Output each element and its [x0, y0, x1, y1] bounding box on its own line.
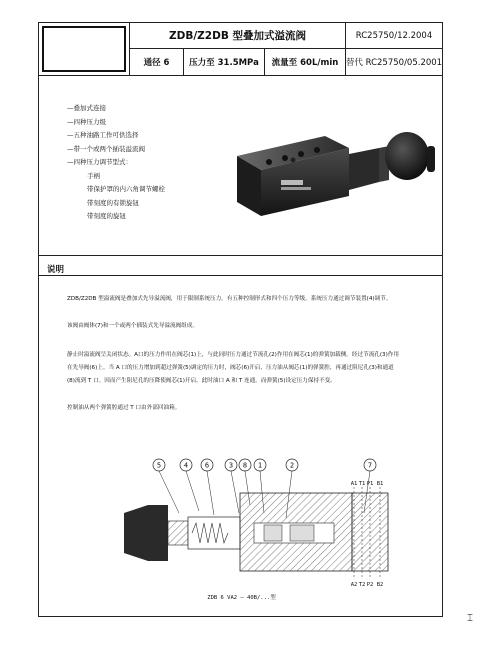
description-line: (8)流到 T 口。因而产生阻尼孔的压降使阀芯(1)开启。此时油口 A 和 T 连通。而弹簧(5)设定压力保持不变。 — [67, 378, 336, 384]
header-row-1 — [130, 23, 442, 49]
sectional-drawing — [64, 443, 404, 588]
description-paragraph: 控制油从两个弹簧腔通过 T 口由外部回油箱。 — [67, 405, 181, 411]
port-label: A2 — [350, 582, 358, 588]
feature-subitem: 带保护罩的内六角调节螺栓 — [87, 185, 165, 193]
description-line: 在先导阀(6)上。当 A 口的压力增加到超过弹簧(5)调定的压力时，阀芯(6)开启，压力油从阀芯(1)的弹簧腔，再通过阻尼孔(3)和通道 — [67, 365, 394, 371]
feature-list — [67, 102, 165, 224]
product-photo — [229, 108, 444, 228]
feature-subitem: 手柄 — [87, 171, 100, 180]
feature-subitem: 带刻度的旋钮 — [87, 212, 126, 220]
feature-item: —叠加式连接 — [67, 104, 106, 112]
text-cursor-icon: ⌶ — [467, 613, 473, 624]
product-title: ZDB/Z2DB 型叠加式溢流阀 — [130, 23, 346, 48]
nominal-size: 通径 6 — [130, 49, 184, 75]
port-label: T2 — [358, 582, 366, 588]
header-divider — [39, 75, 442, 76]
max-pressure: 压力至 31.5MPa — [184, 49, 265, 75]
port-label: P2 — [366, 582, 374, 588]
port-label: B2 — [376, 582, 384, 588]
description-line: 静止时溢流阀呈关闭状态。A口的压力作用在阀芯(1)上，与此同时压力通过节流孔(2)作用在阀芯(1)的弹簧加载侧。经过节流孔(3)作用 — [67, 352, 399, 358]
port-label: B1 — [376, 481, 384, 487]
feature-item: —五种油路工作可供选择 — [67, 131, 139, 139]
port-label: A1 — [350, 481, 358, 487]
drawing-caption: ZDB 6 VA2 – 40B/...型 — [207, 595, 276, 601]
document-code: RC25750/12.2004 — [355, 30, 433, 41]
callout-label: 8 — [242, 461, 248, 470]
section-label: 说明 — [47, 265, 65, 275]
feature-item: —四种压力调节型式： — [67, 158, 132, 166]
logo-placeholder — [42, 26, 126, 72]
callout-label: 7 — [367, 461, 373, 470]
port-label: T1 — [358, 481, 366, 487]
max-flow: 流量至 60L/min — [265, 49, 346, 75]
header-row-2 — [130, 49, 442, 75]
logo-box — [39, 23, 130, 75]
callout-label: 5 — [156, 461, 162, 470]
section-divider-bottom — [39, 275, 442, 276]
callout-label: 2 — [289, 461, 295, 470]
callout-label: 3 — [228, 461, 234, 470]
replaces-code: 替代 RC25750/05.2001 — [345, 58, 443, 68]
section-divider-top — [39, 255, 442, 256]
callout-label: 1 — [257, 461, 263, 470]
datasheet-frame — [38, 22, 443, 617]
description-paragraph: 该阀由阀体(7)和一个或两个插装式先导溢流阀组成。 — [67, 323, 198, 329]
port-label: P1 — [366, 481, 374, 487]
feature-item: —四种压力级 — [67, 117, 106, 126]
callout-label: 4 — [183, 461, 189, 470]
feature-item: —带一个或两个插装溢流阀 — [67, 144, 145, 153]
callout-label: 6 — [204, 461, 210, 470]
description-paragraph: ZDB/Z2DB 型溢流阀是叠加式先导溢流阀，用于限制系统压力。有五种控制形式和四个压力等级。系统压力通过调节装置(4)调节。 — [67, 296, 392, 302]
feature-subitem: 带刻度的有锁旋钮 — [87, 198, 139, 207]
